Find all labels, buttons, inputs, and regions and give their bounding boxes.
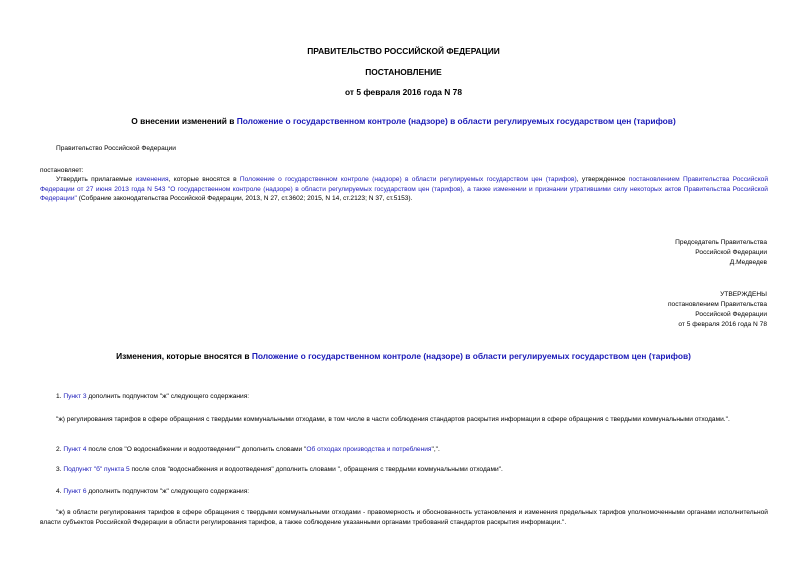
preamble-paragraph [40, 175, 768, 204]
item-3-number: 3. [56, 466, 64, 473]
item-4-link[interactable]: Пункт 6 [63, 488, 87, 495]
item-2-number: 2. [56, 446, 64, 453]
title-prefix: О внесении изменений в [131, 116, 237, 126]
item-2-text-2: " дополнить словами " [237, 446, 307, 453]
changes-title [0, 351, 807, 361]
approved-line-3: Российской Федерации [695, 311, 767, 318]
resolution-543-link[interactable]: постановлением Правительства Российской Федерации от 27 июня 2013 года N 543 "О государственном контроле (надзоре) в области регулируемых государством цен (тарифов), а также изменении и признании утратившими силу некоторых актов Правительства Российской Федерации" [40, 176, 769, 202]
document-type: ПОСТАНОВЛЕНИЕ [365, 67, 442, 77]
title-link[interactable]: Положение о государственном контроле (надзоре) в области регулируемых государством цен (тарифов) [236, 116, 676, 126]
item-3-link[interactable]: Подпункт "б" пункта 5 [63, 466, 130, 473]
item-1 [56, 392, 249, 402]
item-2-link-2[interactable]: Об отходах производства и потребления [306, 446, 432, 453]
preamble-text-3: , утвержденное [576, 176, 629, 183]
item-2 [56, 445, 440, 455]
preamble-text-1: Утвердить прилагаемые [56, 176, 136, 183]
item-1-link[interactable]: Пункт 3 [63, 393, 87, 400]
government-heading: ПРАВИТЕЛЬСТВО РОССИЙСКОЙ ФЕДЕРАЦИИ [307, 46, 500, 56]
item-1-number: 1. [56, 393, 64, 400]
item-4-number: 4. [56, 488, 64, 495]
item-4 [56, 487, 249, 497]
signature-line-3: Д.Медведев [729, 259, 767, 266]
approved-line-1: УТВЕРЖДЕНЫ [720, 291, 767, 298]
document-title [0, 116, 807, 126]
changes-link[interactable]: изменения [135, 176, 169, 183]
signature-block [675, 238, 767, 268]
item-1-quote: "ж) регулирования тарифов в сфере обращения с твердыми коммунальными отходами, в том числе в части соблюдения стандартов раскрытия информации в сфере обращения с твердыми коммунальными отходами.". [56, 416, 730, 423]
changes-title-prefix: Изменения, которые вносятся в [116, 351, 252, 361]
changes-title-link[interactable]: Положение о государственном контроле (надзоре) в области регулируемых государством цен (тарифов) [251, 351, 691, 361]
item-4-text: дополнить подпунктом "ж" следующего содержания: [86, 488, 250, 495]
item-4-quote: "ж) в области регулирования тарифов в сфере обращения с твердыми коммунальными отходами - правомерность и обоснованность установления и изменения предельных тарифов уполномоченными органами исполнительной власти субъектов Российской Федерации в области регулирования тарифов, а также соблюдение указанными органами требований стандартов раскрытия информации.". [40, 509, 768, 526]
signature-line-2: Российской Федерации [695, 249, 767, 256]
item-3-text: после слов "водоснабжения и водоотведения" дополнить словами ", обращения с твердыми коммунальными отходами". [129, 466, 503, 473]
item-2-end: ",". [431, 446, 440, 453]
item-1-text: дополнить подпунктом "ж" следующего содержания: [86, 393, 250, 400]
preamble-text-4: (Собрание законодательства Российской Федерации, 2013, N 27, ст.3602; 2015, N 14, ст.2123; N 37, ст.5153). [76, 195, 413, 202]
item-3 [56, 465, 503, 475]
item-2-link[interactable]: Пункт 4 [63, 446, 87, 453]
approved-block [668, 290, 767, 330]
preamble-government: Правительство Российской Федерации [56, 145, 176, 152]
regulation-link[interactable]: Положение о государственном контроле (надзоре) в области регулируемых государством цен (тарифов) [239, 176, 577, 183]
preamble-text-2: , которые вносятся в [168, 176, 240, 183]
preamble-postanovlyaet: постановляет: [40, 167, 84, 174]
signature-line-1: Председатель Правительства [675, 239, 767, 246]
approved-line-4: от 5 февраля 2016 года N 78 [678, 321, 767, 328]
document-date: от 5 февраля 2016 года N 78 [345, 87, 462, 97]
approved-line-2: постановлением Правительства [667, 301, 767, 308]
item-2-text: после слов "О водоснабжении и водоотведении" [86, 446, 238, 453]
